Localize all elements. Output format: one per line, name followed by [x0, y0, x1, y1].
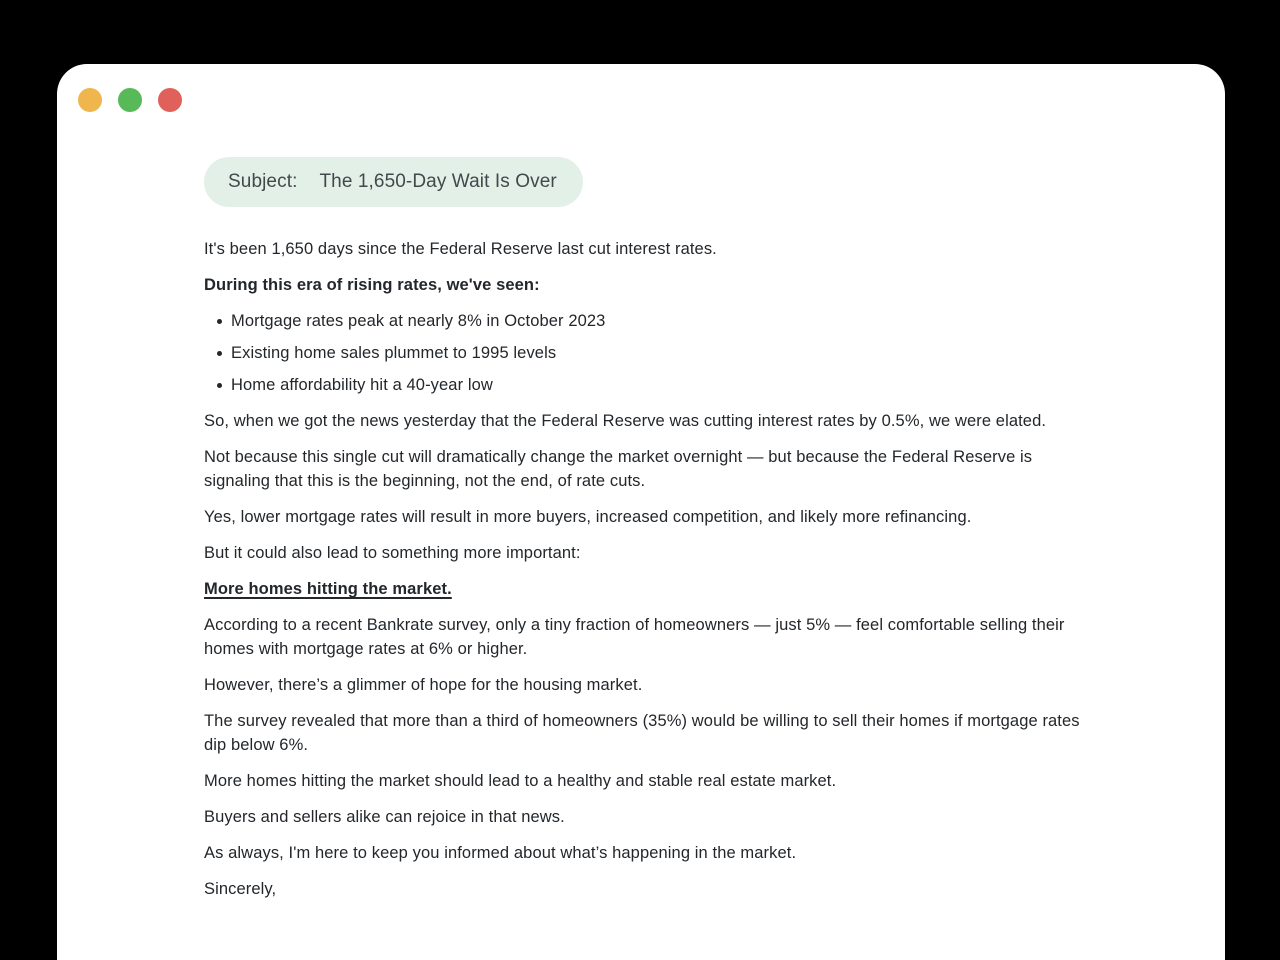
highlights-list — [204, 309, 1080, 397]
paragraph-yes-lower: Yes, lower mortgage rates will result in more buyers, increased competition, and likely more refinancing. — [204, 508, 972, 526]
paragraph-bankrate: According to a recent Bankrate survey, only a tiny fraction of homeowners — just 5% — feel comfortable selling their homes with mortgage rates at 6% or higher. — [204, 616, 1065, 658]
paragraph-but-it: But it could also lead to something more important: — [204, 544, 581, 562]
paragraph-not-because: Not because this single cut will dramatically change the market overnight — but because the Federal Reserve is signaling that this is the beginning, not the end, of rate cuts. — [204, 448, 1033, 490]
list-item-text: Home affordability hit a 40-year low — [231, 376, 493, 394]
paragraph-more-homes-header: More homes hitting the market. — [204, 580, 452, 598]
paragraph-era-header: During this era of rising rates, we've seen: — [204, 276, 540, 294]
paragraph-healthy-market: More homes hitting the market should lead to a healthy and stable real estate market. — [204, 772, 837, 790]
paragraph-news: So, when we got the news yesterday that the Federal Reserve was cutting interest rates by 0.5%, we were elated. — [204, 412, 1047, 430]
paragraph-intro: It's been 1,650 days since the Federal Reserve last cut interest rates. — [204, 240, 717, 258]
paragraph-signoff: Sincerely, — [204, 880, 277, 898]
maximize-button[interactable] — [118, 88, 142, 112]
paragraph-buyers-sellers: Buyers and sellers alike can rejoice in that news. — [204, 808, 565, 826]
close-button[interactable] — [158, 88, 182, 112]
email-window — [57, 64, 1225, 960]
minimize-button[interactable] — [78, 88, 102, 112]
subject-title: The 1,650-Day Wait Is Over — [319, 171, 557, 192]
paragraph-however: However, there’s a glimmer of hope for the housing market. — [204, 676, 643, 694]
list-item — [204, 309, 1080, 333]
paragraph-survey: The survey revealed that more than a third of homeowners (35%) would be willing to sell their homes if mortgage rates dip below 6%. — [204, 712, 1080, 754]
list-item — [204, 341, 1080, 365]
paragraph-closing: As always, I'm here to keep you informed about what’s happening in the market. — [204, 844, 797, 862]
bullet-icon — [217, 351, 222, 356]
list-item-text: Mortgage rates peak at nearly 8% in October 2023 — [231, 312, 606, 330]
subject-label: Subject: — [228, 171, 298, 192]
bullet-icon — [217, 319, 222, 324]
subject-pill — [204, 157, 583, 207]
email-body — [204, 237, 1080, 901]
list-item-text: Existing home sales plummet to 1995 levels — [231, 344, 557, 362]
window-titlebar — [57, 64, 1225, 112]
bullet-icon — [217, 383, 222, 388]
email-content — [57, 112, 1225, 960]
list-item — [204, 373, 1080, 397]
